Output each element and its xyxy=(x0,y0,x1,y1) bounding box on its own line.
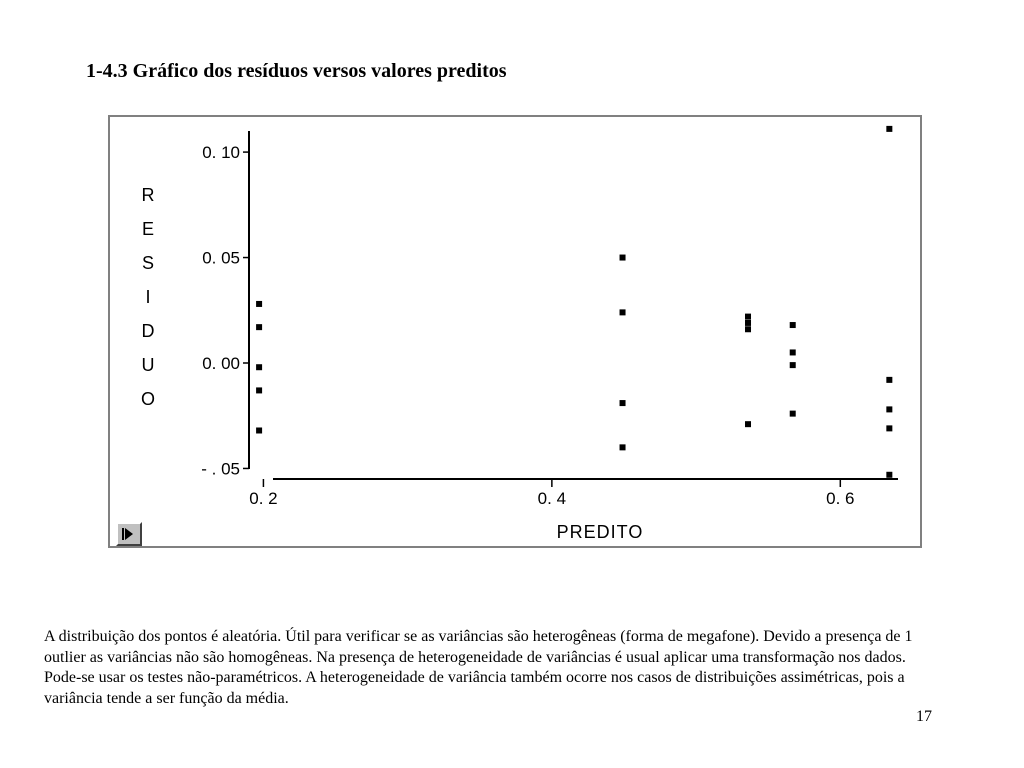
data-point xyxy=(620,255,626,261)
chart-window xyxy=(108,115,922,548)
data-points xyxy=(256,126,892,478)
y-tick-label: 0. 05 xyxy=(202,248,240,268)
data-point xyxy=(745,326,751,332)
x-tick-label: 0. 2 xyxy=(249,489,278,508)
data-point xyxy=(256,324,262,330)
data-point xyxy=(790,322,796,328)
x-axis-title: PREDITO xyxy=(556,522,644,542)
data-point xyxy=(886,377,892,383)
play-bar-icon xyxy=(122,528,124,540)
data-point xyxy=(790,349,796,355)
page-number: 17 xyxy=(916,708,932,725)
x-axis xyxy=(249,479,898,508)
slide-caption: A distribuição dos pontos é aleatória. Útil para verificar se as variâncias são heterogêneas (forma de megafone). Devido a presença de 1 outlier as variâncias não são homogêneas. Na presença de heterogeneidade de variâncias é usual aplicar uma transformação nos dados. Pode-se usar os testes não-paramétricos. A heterogeneidade de variância também ocorre nos casos de distribuições assimétricas, pois a variância tende a ser função da média. xyxy=(44,628,913,707)
y-axis xyxy=(201,131,249,478)
y-axis-title-letter: R xyxy=(141,185,155,205)
y-axis-title-letter: D xyxy=(141,321,155,341)
slide-title: 1-4.3 Gráfico dos resíduos versos valores preditos xyxy=(86,60,507,82)
data-point xyxy=(620,400,626,406)
data-point xyxy=(620,309,626,315)
y-tick-label: 0. 10 xyxy=(202,143,240,163)
residual-scatter-plot xyxy=(110,117,920,546)
data-point xyxy=(886,406,892,412)
data-point xyxy=(620,444,626,450)
y-axis-title-letter: S xyxy=(141,253,155,273)
y-tick-label: 0. 00 xyxy=(202,354,240,373)
x-tick-label: 0. 6 xyxy=(826,489,855,508)
y-axis-title-letter: U xyxy=(141,355,155,375)
y-axis-title-letter: O xyxy=(140,389,156,409)
data-point xyxy=(256,301,262,307)
data-point xyxy=(256,387,262,393)
data-point xyxy=(745,314,751,320)
data-point xyxy=(886,126,892,132)
data-point xyxy=(790,411,796,417)
data-point xyxy=(256,364,262,370)
y-axis-title-letter: I xyxy=(145,287,151,307)
data-point xyxy=(886,472,892,478)
data-point xyxy=(745,421,751,427)
play-button[interactable] xyxy=(116,522,142,546)
data-point xyxy=(790,362,796,368)
y-axis-title-letter: E xyxy=(141,219,155,239)
x-tick-label: 0. 4 xyxy=(537,489,567,508)
data-point xyxy=(256,427,262,433)
play-icon xyxy=(125,528,133,540)
data-point xyxy=(886,425,892,431)
y-axis-title xyxy=(141,185,155,409)
y-tick-label: - . 05 xyxy=(201,459,240,479)
data-point xyxy=(745,320,751,326)
